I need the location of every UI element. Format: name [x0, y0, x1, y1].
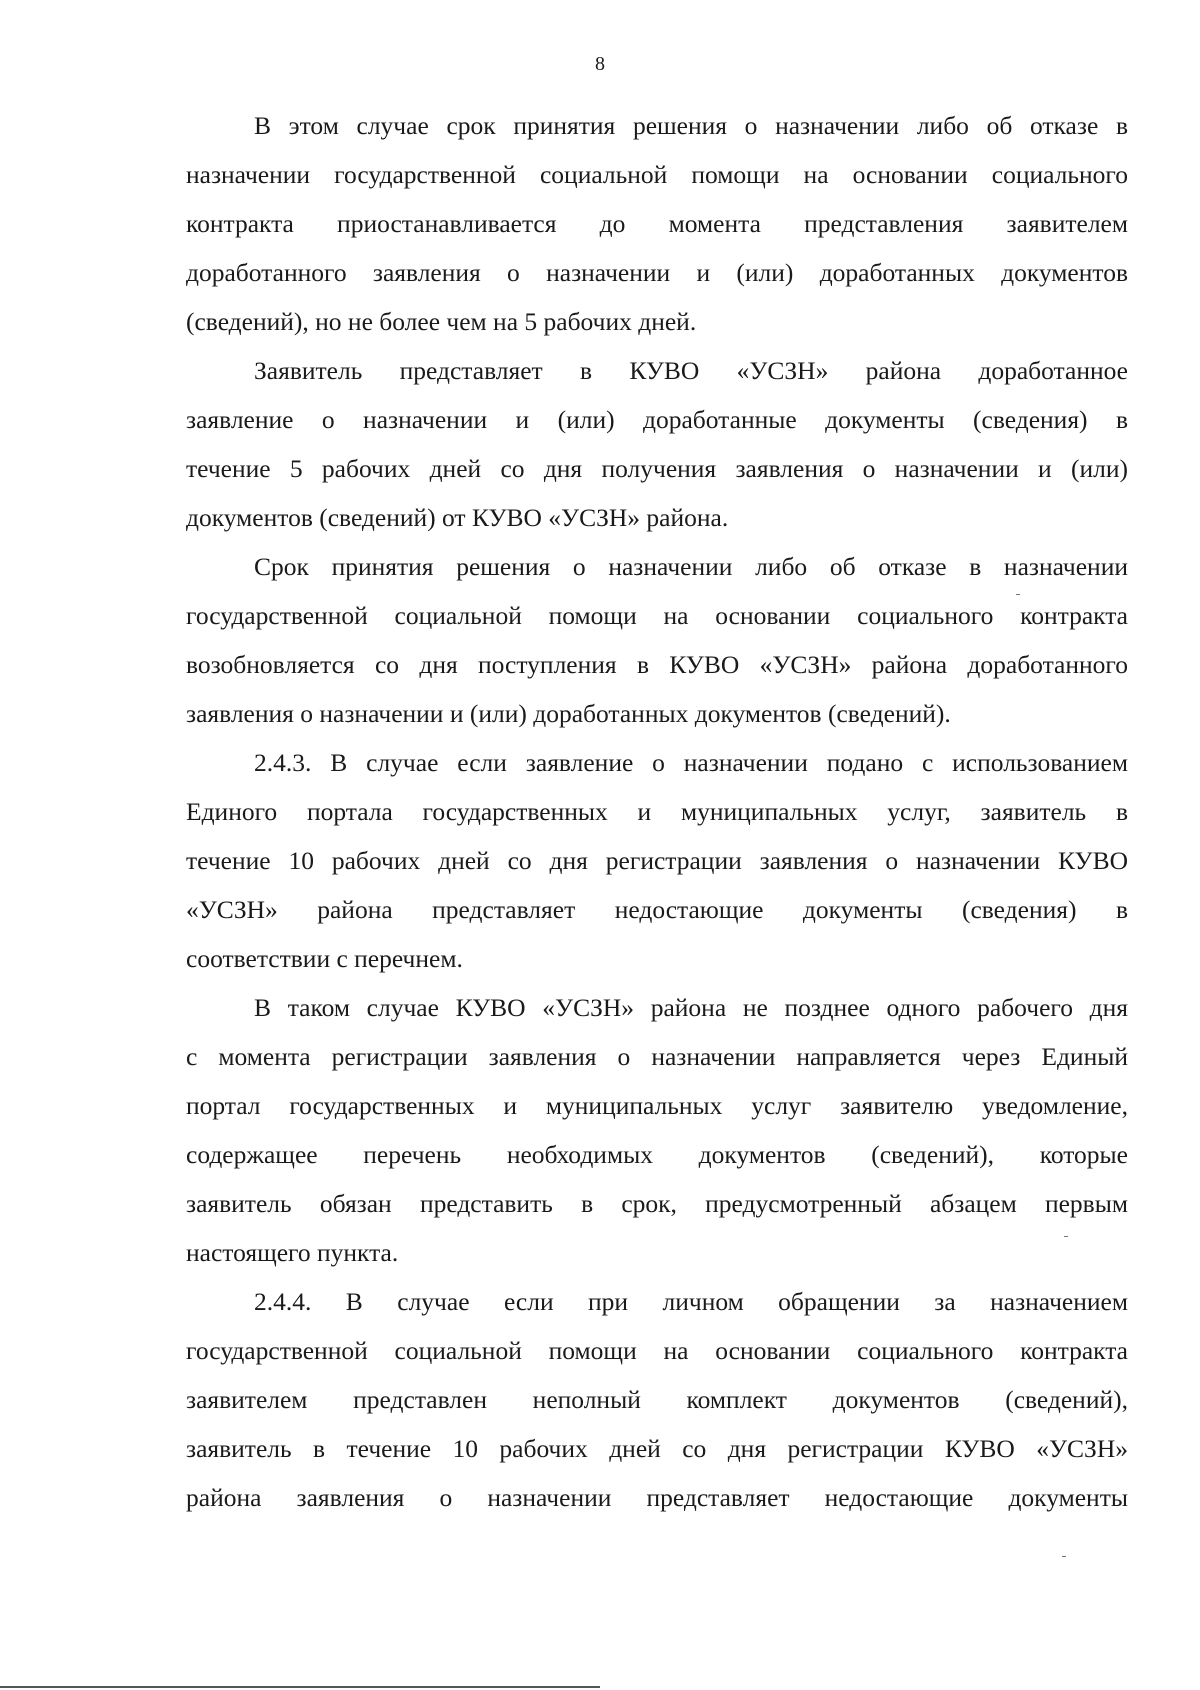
text-line: портал государственных и муниципальных услуг заявителю уведомление, — [186, 1091, 1128, 1120]
scan-speck — [1064, 1236, 1068, 1237]
scan-speck — [1016, 594, 1020, 595]
scan-speck — [1062, 1556, 1066, 1557]
page-number: 8 — [595, 53, 605, 75]
text-line: государственной социальной помощи на основании социального контракта — [186, 601, 1128, 630]
text-line: Заявитель представляет в КУВО «УСЗН» района доработанное — [254, 356, 1128, 385]
text-line: В таком случае КУВО «УСЗН» района не позднее одного рабочего дня — [254, 993, 1128, 1022]
text-line: (сведений), но не более чем на 5 рабочих дней. — [186, 307, 697, 336]
text-line: заявление о назначении и (или) доработанные документы (сведения) в — [186, 405, 1128, 434]
document-body — [186, 101, 1128, 1522]
text-line: течение 10 рабочих дней со дня регистрации заявления о назначении КУВО — [186, 846, 1128, 875]
text-line: контракта приостанавливается до момента представления заявителем — [186, 209, 1128, 238]
text-line: заявителем представлен неполный комплект документов (сведений), — [186, 1385, 1128, 1414]
text-line: документов (сведений) от КУВО «УСЗН» района. — [186, 503, 729, 532]
text-line: доработанного заявления о назначении и (или) доработанных документов — [186, 258, 1128, 287]
scan-edge-line — [0, 1686, 600, 1688]
text-line: 2.4.4. В случае если при личном обращении за назначением — [254, 1287, 1128, 1316]
text-line: государственной социальной помощи на основании социального контракта — [186, 1336, 1128, 1365]
text-line: Единого портала государственных и муниципальных услуг, заявитель в — [186, 797, 1128, 826]
text-line: настоящего пункта. — [186, 1238, 399, 1267]
text-line: заявления о назначении и (или) доработанных документов (сведений). — [186, 699, 951, 728]
text-line: назначении государственной социальной помощи на основании социального — [186, 160, 1128, 189]
text-line: «УСЗН» района представляет недостающие документы (сведения) в — [186, 895, 1128, 924]
text-line: В этом случае срок принятия решения о назначении либо об отказе в — [254, 111, 1128, 140]
text-line: района заявления о назначении представляет недостающие документы — [186, 1483, 1128, 1512]
text-line: соответствии с перечнем. — [186, 944, 463, 973]
text-line: с момента регистрации заявления о назначении направляется через Единый — [186, 1042, 1128, 1071]
text-line: содержащее перечень необходимых документов (сведений), которые — [186, 1140, 1128, 1169]
text-line: заявитель обязан представить в срок, предусмотренный абзацем первым — [186, 1189, 1128, 1218]
text-line: 2.4.3. В случае если заявление о назначении подано с использованием — [254, 748, 1128, 777]
text-line: заявитель в течение 10 рабочих дней со дня регистрации КУВО «УСЗН» — [186, 1434, 1128, 1463]
text-line: возобновляется со дня поступления в КУВО «УСЗН» района доработанного — [186, 650, 1128, 679]
text-line: течение 5 рабочих дней со дня получения заявления о назначении и (или) — [186, 454, 1128, 483]
text-line: Срок принятия решения о назначении либо об отказе в назначении — [254, 552, 1128, 581]
